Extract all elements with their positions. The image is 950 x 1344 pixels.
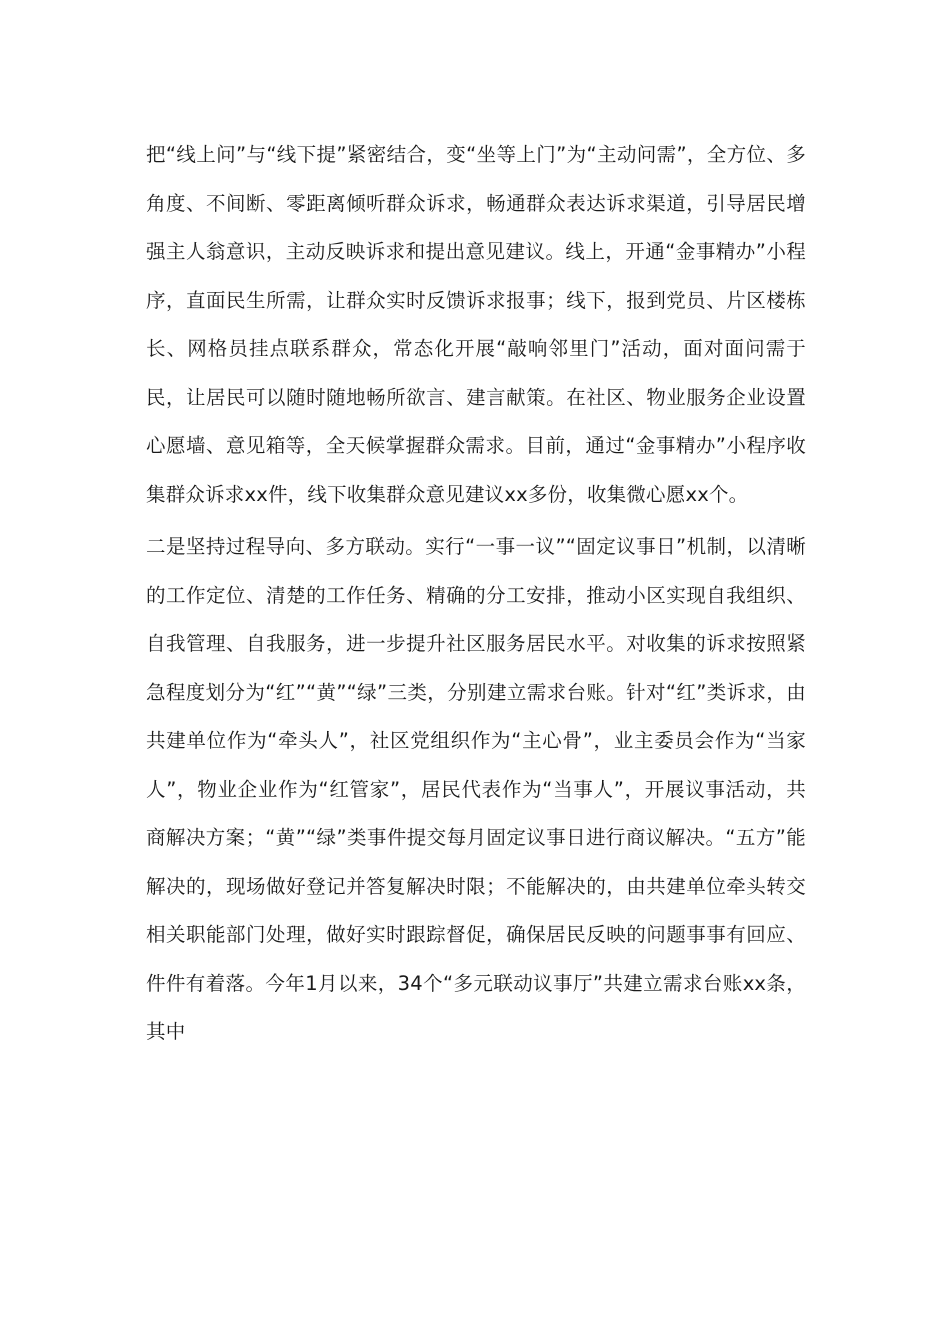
paragraph-2: 二是坚持过程导向、多方联动。实行“一事一议”“固定议事日”机制，以清晰的工作定位、清楚的工作任务、精确的分工安排，推动小区实现自我组织、自我管理、自我服务，进一步提升社区服务居民水平。对收集的诉求按照紧急程度划分为“红”“黄”“绿”三类，分别建立需求台账。针对“红”类诉求，由共建单位作为“牵头人”，社区党组织作为“主心骨”，业主委员会作为“当家人”，物业企业作为“红管家”，居民代表作为“当事人”，开展议事活动，共商解决方案；“黄”“绿”类事件提交每月固定议事日进行商议解决。“五方”能解决的，现场做好登记并答复解决时限；不能解决的，由共建单位牵头转交相关职能部门处理，做好实时跟踪督促，确保居民反映的问题事事有回应、件件有着落。今年1月以来，34个“多元联动议事厅”共建立需求台账xx条，其中 — [146, 535, 806, 1043]
document-body — [146, 131, 806, 1061]
paragraph-1: 把“线上问”与“线下提”紧密结合，变“坐等上门”为“主动问需”，全方位、多角度、不间断、零距离倾听群众诉求，畅通群众表达诉求渠道，引导居民增强主人翁意识，主动反映诉求和提出意见建议。线上，开通“金事精办”小程序，直面民生所需，让群众实时反馈诉求报事；线下，报到党员、片区楼栋长、网格员挂点联系群众，常态化开展“敲响邻里门”活动，面对面问需于民，让居民可以随时随地畅所欲言、建言献策。在社区、物业服务企业设置心愿墙、意见箱等，全天候掌握群众需求。目前，通过“金事精办”小程序收集群众诉求xx件，线下收集群众意见建议xx多份，收集微心愿xx个。 — [146, 143, 806, 506]
